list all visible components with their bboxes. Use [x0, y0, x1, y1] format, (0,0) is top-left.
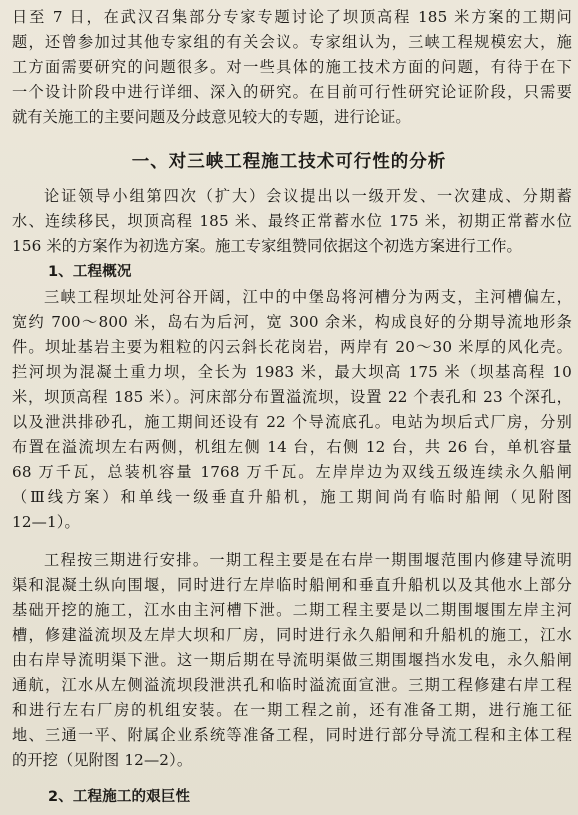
overview-line: 拦河坝为混凝土重力坝，全长为 1983 米，最大坝高 175 米（坝基高程 10 — [12, 363, 572, 381]
intro-line: 题，还曾参加过其他专家组的有关会议。专家组认为，三峡工程规模宏大，施 — [12, 33, 572, 51]
section-line: 水、连续移民，坝顶高程 185 米、最终正常蓄水位 175 米，初期正常蓄水位 — [12, 212, 572, 230]
stages-line: 基础开挖的施工，江水由主河槽下泄。二期工程主要是以二期围堰围左岸主河 — [12, 601, 572, 619]
overview-line: 三峡工程坝址处河谷开阔，江中的中堡岛将河槽分为两支，主河槽偏左， — [44, 288, 572, 306]
stages-line: 渠和混凝土纵向围堰，同时进行左岸临时船闸和垂直升船机以及其他水上部分 — [12, 576, 572, 594]
stages-line: 槽，修建溢流坝及左岸大坝和厂房，同时进行永久船闸和升船机的施工，江水 — [12, 626, 572, 644]
overview-line: 件。坝址基岩主要为粗粒的闪云斜长花岗岩，两岸有 20～30 米厚的风化壳。 — [12, 338, 572, 356]
section-line: 论证领导小组第四次（扩大）会议提出以一级开发、一次建成、分期蓄 — [44, 187, 572, 205]
section-title: 一、对三峡工程施工技术可行性的分析 — [131, 152, 447, 172]
intro-line: 一个设计阶段中进行详细、深入的研究。在目前可行性研究论证阶段，只需要 — [12, 83, 572, 101]
overview-line: 宽约 700～800 米，岛右为后河，宽 300 余米，构成良好的分期导流地形条 — [12, 313, 572, 331]
subheading-project-overview: 1、工程概况 — [48, 264, 132, 280]
overview-line: （Ⅲ线方案）和单线一级垂直升船机，施工期间尚有临时船闸（见附图 — [12, 488, 572, 506]
subheading-construction-difficulty: 2、工程施工的艰巨性 — [48, 789, 191, 805]
overview-line: 12—1）。 — [12, 513, 80, 531]
intro-line: 工方面需要研究的问题很多。对一些具体的施工技术方面的问题，有待于在下 — [12, 58, 572, 76]
stages-line: 的开挖（见附图 12—2）。 — [12, 751, 193, 769]
overview-line: 68 万千瓦，总装机容量 1768 万千瓦。左岸岸边为双线五级连续永久船闸 — [12, 463, 572, 481]
intro-line: 就有关施工的主要问题及分歧意见较大的专题，进行论证。 — [12, 108, 411, 126]
stages-line: 工程按三期进行安排。一期工程主要是在右岸一期围堰范围内修建导流明 — [44, 551, 572, 569]
stages-line: 通航，江水从左侧溢流坝段泄洪孔和临时溢流面宣泄。三期工程修建右岸工程 — [12, 676, 572, 694]
section-line: 156 米的方案作为初选方案。施工专家组赞同依据这个初选方案进行工作。 — [12, 237, 522, 255]
stages-line: 地、三通一平、附属企业系统等准备工程，同时进行部分导流工程和主体工程 — [12, 726, 572, 744]
overview-line: 布置在溢流坝左右两侧，机组左侧 14 台，右侧 12 台，共 26 台，单机容量 — [12, 438, 572, 456]
overview-line: 米，坝顶高程 185 米）。河床部分布置溢流坝，设置 22 个表孔和 23 个深孔， — [12, 388, 572, 406]
stages-line: 由右岸导流明渠下泄。这一期后期在导流明渠做三期围堰挡水发电，永久船闸 — [12, 651, 572, 669]
intro-line: 日至 7 日，在武汉召集部分专家专题讨论了坝顶高程 185 米方案的工期问 — [12, 8, 572, 26]
stages-line: 和进行左右厂房的机组安装。在一期工程之前，还有准备工期，进行施工征 — [12, 701, 572, 719]
overview-line: 以及泄洪排砂孔，施工期间还设有 22 个导流底孔。电站为坝后式厂房，分别 — [12, 413, 572, 431]
